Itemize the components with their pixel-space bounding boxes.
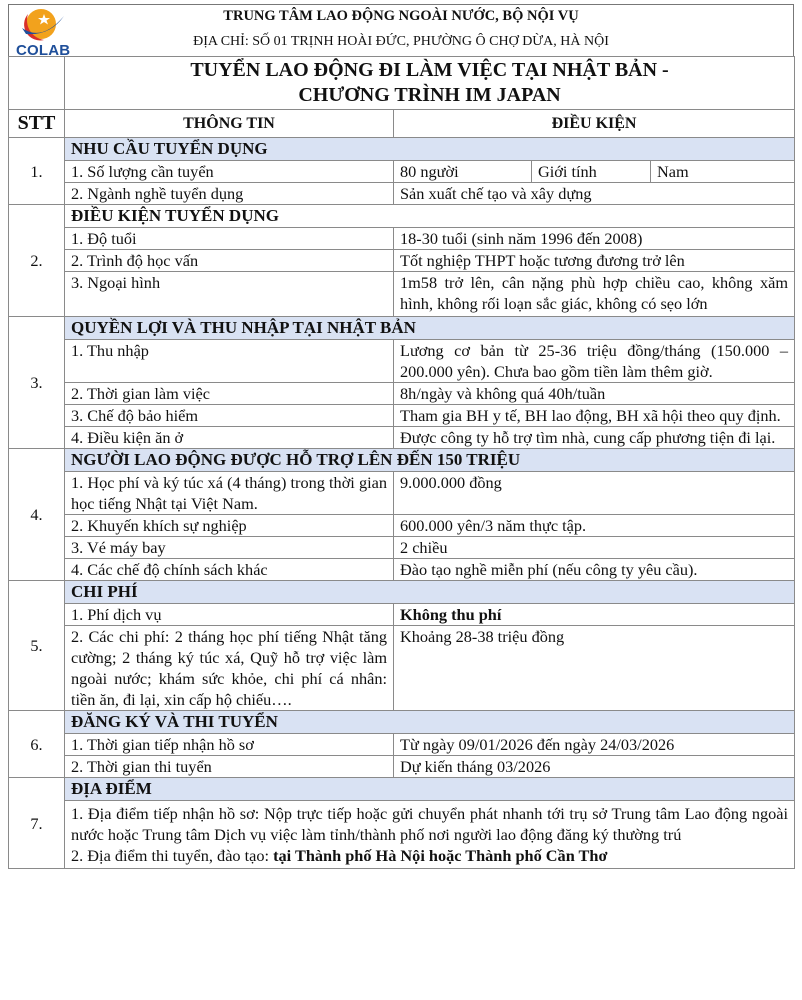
row-value: 8h/ngày và không quá 40h/tuần [394, 383, 795, 405]
table-row [9, 427, 795, 449]
table-row [9, 626, 795, 711]
section-header [9, 138, 795, 161]
document-title [65, 57, 795, 110]
table-row [9, 515, 795, 537]
table-row [9, 183, 795, 205]
section-header [9, 778, 795, 801]
section-title: ĐIỀU KIỆN TUYỂN DỤNG [65, 205, 795, 228]
row-label: 1. Thời gian tiếp nhận hồ sơ [65, 734, 394, 756]
logo-text: COLAB [16, 42, 71, 59]
row-value: 9.000.000 đồng [394, 472, 795, 515]
row-label: 1. Phí dịch vụ [65, 604, 394, 626]
row-value: Tốt nghiệp THPT hoặc tương đương trở lên [394, 250, 795, 272]
row-label: 2. Trình độ học vấn [65, 250, 394, 272]
row-value: 600.000 yên/3 năm thực tập. [394, 515, 795, 537]
column-header-info: THÔNG TIN [65, 110, 394, 138]
title-row [9, 57, 795, 110]
row-label: 2. Ngành nghề tuyển dụng [65, 183, 394, 205]
table-row [9, 383, 795, 405]
section-header [9, 711, 795, 734]
row-label: 3. Vé máy bay [65, 537, 394, 559]
section-title: ĐỊA ĐIỂM [65, 778, 795, 801]
row-label: 2. Các chi phí: 2 tháng học phí tiếng Nhật tăng cường; 2 tháng ký túc xá, Quỹ hỗ trợ việc làm ngoài nước; khám sức khỏe, chi phí cá nhân: tiền ăn, đi lại, xin cấp hộ chiếu…. [65, 626, 394, 711]
row-value: Được công ty hỗ trợ tìm nhà, cung cấp phương tiện đi lại. [394, 427, 795, 449]
row-value: Tham gia BH y tế, BH lao động, BH xã hội theo quy định. [394, 405, 795, 427]
column-header-stt: STT [9, 110, 65, 138]
table-row [9, 161, 795, 183]
column-header-row [9, 110, 795, 138]
column-header-conditions: ĐIỀU KIỆN [394, 110, 795, 138]
row-label: 1. Học phí và ký túc xá (4 tháng) trong thời gian học tiếng Nhật tại Việt Nam. [65, 472, 394, 515]
section-number: 6. [9, 711, 65, 778]
row-label: 2. Thời gian làm việc [65, 383, 394, 405]
table-row [9, 405, 795, 427]
row-label: 2. Thời gian thi tuyển [65, 756, 394, 778]
row-label: 1. Thu nhập [65, 340, 394, 383]
row-value: Dự kiến tháng 03/2026 [394, 756, 795, 778]
row-value: Lương cơ bản từ 25-36 triệu đồng/tháng (150.000 – 200.000 yên). Chưa bao gồm tiền làm thêm giờ. [394, 340, 795, 383]
section-title: QUYỀN LỢI VÀ THU NHẬP TẠI NHẬT BẢN [65, 317, 795, 340]
row-value: Không thu phí [394, 604, 795, 626]
section-number: 2. [9, 205, 65, 317]
location-cell [65, 801, 795, 869]
section-number: 1. [9, 138, 65, 205]
location-exam-value: tại Thành phố Hà Nội hoặc Thành phố Cần Thơ [273, 846, 608, 865]
table-row [9, 734, 795, 756]
title-line-2: CHƯƠNG TRÌNH IM JAPAN [298, 84, 561, 106]
table-row [9, 472, 795, 515]
location-exam [71, 845, 788, 866]
section-header [9, 205, 795, 228]
section-number: 3. [9, 317, 65, 449]
gender-label: Giới tính [532, 161, 651, 183]
table-row [9, 340, 795, 383]
table-row [9, 272, 795, 317]
row-value: Sản xuất chế tạo và xây dựng [394, 183, 795, 205]
row-value: 80 người [394, 161, 532, 183]
recruitment-table [8, 56, 795, 869]
section-number: 5. [9, 581, 65, 711]
table-row [9, 604, 795, 626]
section-number: 7. [9, 778, 65, 869]
gender-value: Nam [651, 161, 795, 183]
row-label: 4. Điều kiện ăn ở [65, 427, 394, 449]
section-title: ĐĂNG KÝ VÀ THI TUYỂN [65, 711, 795, 734]
row-label: 2. Khuyến khích sự nghiệp [65, 515, 394, 537]
row-label: 1. Số lượng cần tuyển [65, 161, 394, 183]
row-label: 3. Ngoại hình [65, 272, 394, 317]
section-header [9, 317, 795, 340]
location-receive: 1. Địa điểm tiếp nhận hồ sơ: Nộp trực tiếp hoặc gửi chuyển phát nhanh tới trụ sở Trung tâm Lao động ngoài nước hoặc Trung tâm Dịch vụ việc làm tỉnh/thành phố nơi người lao động đăng ký thường trú [71, 804, 789, 844]
row-value: 2 chiều [394, 537, 795, 559]
row-value: 18-30 tuổi (sinh năm 1996 đến 2008) [394, 228, 795, 250]
row-value: Từ ngày 09/01/2026 đến ngày 24/03/2026 [394, 734, 795, 756]
section-title: NHU CẦU TUYỂN DỤNG [65, 138, 795, 161]
row-value: 1m58 trở lên, cân nặng phù hợp chiều cao, không xăm hình, không rối loạn sắc giác, không có sẹo lớn [394, 272, 795, 317]
organization-name: TRUNG TÂM LAO ĐỘNG NGOÀI NƯỚC, BỘ NỘI VỤ [223, 8, 579, 24]
table-row [9, 250, 795, 272]
section-title: NGƯỜI LAO ĐỘNG ĐƯỢC HỖ TRỢ LÊN ĐẾN 150 TRIỆU [65, 449, 795, 472]
row-label: 3. Chế độ bảo hiểm [65, 405, 394, 427]
section-header [9, 581, 795, 604]
section-header [9, 449, 795, 472]
title-blank-cell [9, 57, 65, 110]
table-row [9, 801, 795, 869]
table-row [9, 756, 795, 778]
table-row [9, 228, 795, 250]
row-value: Khoảng 28-38 triệu đồng [394, 626, 795, 711]
row-value: Đào tạo nghề miễn phí (nếu công ty yêu cầu). [394, 559, 795, 581]
organization-address: ĐỊA CHỈ: SỐ 01 TRỊNH HOÀI ĐỨC, PHƯỜNG Ô CHỢ DỪA, HÀ NỘI [193, 34, 609, 49]
table-row [9, 537, 795, 559]
section-title: CHI PHÍ [65, 581, 795, 604]
row-label: 4. Các chế độ chính sách khác [65, 559, 394, 581]
location-exam-label: 2. Địa điểm thi tuyển, đào tạo: [71, 846, 274, 865]
table-row [9, 559, 795, 581]
row-label: 1. Độ tuổi [65, 228, 394, 250]
section-number: 4. [9, 449, 65, 581]
title-line-1: TUYỂN LAO ĐỘNG ĐI LÀM VIỆC TẠI NHẬT BẢN - [190, 59, 669, 81]
